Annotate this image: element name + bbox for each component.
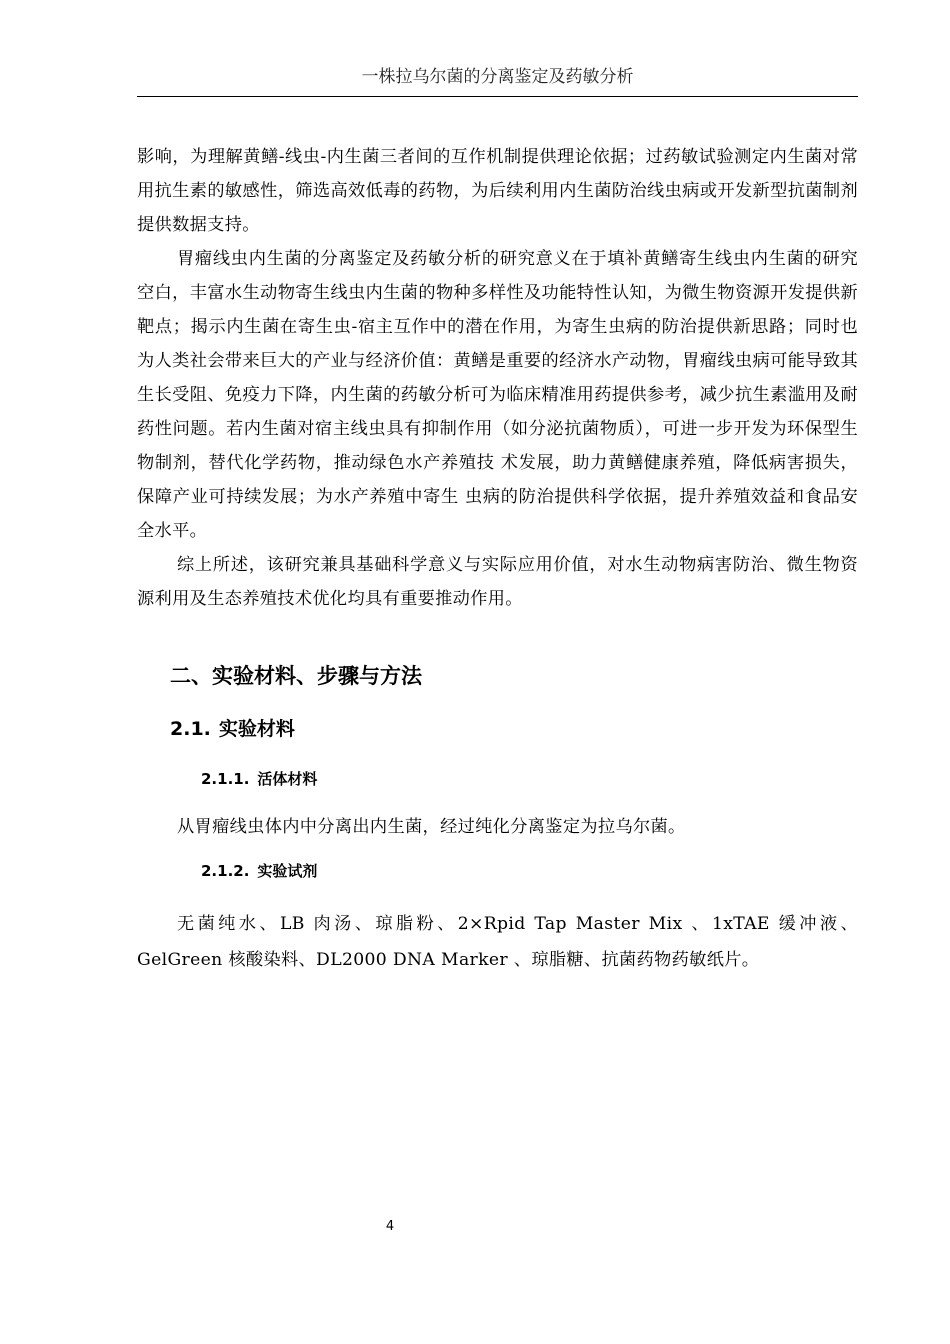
paragraph-intro-continuation: 影响，为理解黄鳝-线虫-内生菌三者间的互作机制提供理论依据；过药敏试验测定内生菌对常用抗生素的敏感性，筛选高效低毒的药物，为后续利用内生菌防治线虫病或开发新型抗菌制剂提供数据支持。 [137,147,858,235]
page-number: 4 [385,1219,395,1234]
subsection-title: 实验材料 [218,718,295,740]
paragraph-live-material: 从胃瘤线虫体内中分离出内生菌，经过纯化分离鉴定为拉乌尔菌。 [177,817,686,837]
paragraph-reagents: 无菌纯水、LB 肉汤、琼脂粉、2×Rpid Tap Master Mix 、1xTAE 缓冲液、GelGreen 核酸染料、DL2000 DNA Marker 、琼脂糖、抗菌药物药敏纸片。 [137,914,858,970]
subsubsection-number: 2.1.1. [201,770,250,788]
document-body [137,140,858,978]
subsection-number: 2.1. [170,718,211,740]
subsubsection-title: 实验试剂 [257,862,318,880]
header-rule [137,96,858,97]
subsubsection-number: 2.1.2. [201,862,250,880]
section-heading-2: 二、实验材料、步骤与方法 [170,664,422,688]
subsubsection-heading-2-1-2 [201,858,858,884]
subsubsection-heading-2-1-1 [201,766,858,792]
running-header: 一株拉乌尔菌的分离鉴定及药敏分析 [361,67,634,87]
paragraph-research-significance: 胃瘤线虫内生菌的分离鉴定及药敏分析的研究意义在于填补黄鳝寄生线虫内生菌的研究空白，丰富水生动物寄生线虫内生菌的物种多样性及功能特性认知，为微生物资源开发提供新靶点；揭示内生菌在寄生虫-宿主互作中的潜在作用，为寄生虫病的防治提供新思路；同时也为人类社会带来巨大的产业与经济价值：黄鳝是重要的经济水产动物，胃瘤线虫病可能导致其生长受阻、免疫力下降，内生菌的药敏分析可为临床精准用药提供参考，减少抗生素滥用及耐药性问题。若内生菌对宿主线虫具有抑制作用（如分泌抗菌物质），可进一步开发为环保型生物制剂，替代化学药物，推动绿色水产养殖技 术发展，助力黄鳝健康养殖，降低病害损失，保障产业可持续发展；为水产养殖中寄生 虫病的防治提供科学依据，提升养殖效益和食品安全水平。 [137,249,858,541]
subsubsection-title: 活体材料 [257,770,318,788]
paragraph-summary: 综上所述，该研究兼具基础科学意义与实际应用价值，对水生动物病害防治、微生物资源利用及生态养殖技术优化均具有重要推动作用。 [137,555,858,609]
subsection-heading-2-1 [170,714,858,744]
